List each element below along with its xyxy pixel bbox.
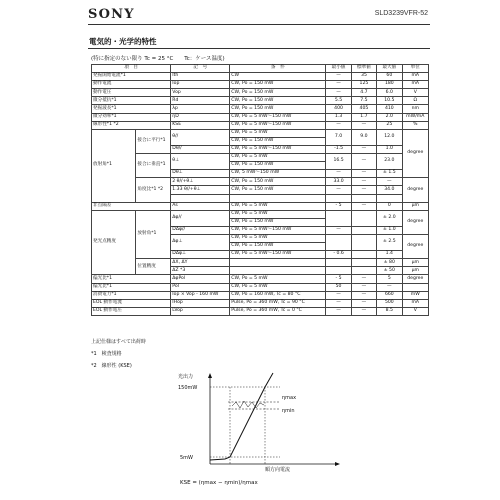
table-row: 発振開始電流*1 Ith CW — 35 60 mA [92,73,429,81]
emission-accuracy-label: 発光点精度 [92,210,136,275]
header-rule [88,24,430,25]
li-curve [210,373,273,460]
aspect-ratio-label: 角度比*1 *2 [136,178,171,202]
header-condition: 条 件 [230,65,326,73]
table-row: 放射角*1 接合に平行*1 θ// CW, Po = 5 mW 7.0 9.0 12.0 degree [92,129,429,137]
table-row: 消費電力*1 Iop × Vop - 160 mW CW, Po = 160 mW, Tc = 80 °C — — 660 mW [92,291,429,299]
table-row: ΔZ *3 ± 50 μm [92,267,429,275]
table-row: 位置精度 ΔX, ΔY ± 80 μm [92,259,429,267]
note-1: *1 検査規格 [91,351,122,357]
table-row: Dθ⊥ CW, 5 mW〜150 mW — — ± 1.5 [92,170,429,178]
header-min: 最小値 [326,65,351,73]
table-row: DΔφ// CW, Po = 5 mW〜150 mW — ± 1.0 [92,226,429,234]
sony-logo: SONY [88,7,135,22]
y-150mw-label: 150mW [178,385,198,391]
table-row: Δφ⊥ CW, Po = 5 mW ± 2.5 degree [92,234,429,242]
document-number: SLD3239VFR-52 [374,10,428,17]
note-2: *2 線形性 (KSE) [91,363,132,369]
x-axis-label: 順方向電流 [265,467,291,472]
table-row: 発振波長*1 λp CW, Po = 150 mW 400 405 410 nm [92,105,429,113]
kse-formula: KSE = (ηmax − ηmin)/ηmax [180,480,258,486]
table-row: 接合に垂直*1 θ⊥ CW, Po = 5 mW 16.5 — 23.0 [92,154,429,162]
y-arrow-icon [208,373,212,378]
y-5mw-label: 5mW [180,455,193,461]
table-row: 偏光比*1 ΔφPol CW, Po = 5 mW - 5 — 5 degree [92,275,429,283]
kse-diagram [170,372,350,472]
table-row: 線形性*1 *2 KSE CW, Po = 5 mW〜150 mW — — 25 % [92,121,429,129]
table-row: 動作電圧 Vop CW, Po = 150 mW — 4.7 6.0 V [92,89,429,97]
header-max: 最大値 [377,65,402,73]
table-row: 1.33 θ//+θ⊥ CW, Po = 150 mW — — 34.0 [92,186,429,194]
table-row: EOL 動作電流 IHop Pulse, Po = 360 mW, Tc = 90 °C — — 500 mA [92,299,429,307]
table-row: 微分抵抗*1 Rd CW, Po = 150 mW 5.5 7.5 10.5 Ω [92,97,429,105]
eta-min-label: ηmin [282,408,295,414]
table-row: CW, Po = 150 mW [92,243,429,251]
table-row: Dθ// CW, Po = 5 mW〜150 mW -1.5 — 1.0 [92,145,429,153]
table-row: 偏光比*1 Pol CW, Po = 5 mW 50 — — [92,283,429,291]
header-symbol: 記 号 [171,65,230,73]
table-row: 角度比*1 *2 2 θ//+θ⊥ CW, Po = 150 mW 33.0 — — degree [92,178,429,186]
header-unit: 単位 [402,65,428,73]
table-row: 微分効率*1 ηD CW, Po = 5 mW〜150 mW 1.3 1.7 2.0 mW/mA [92,113,429,121]
table-row: CW, Po = 150 mW [92,137,429,145]
eta-max-label: ηmax [282,395,297,401]
perpendicular-label: 接合に垂直*1 [136,154,171,178]
table-row: 発光点精度 放射角*1 Δφ// CW, Po = 5 mW ± 2.0 degree [92,210,429,218]
table-row: CW, Po = 150 mW [92,162,429,170]
table-row: 非点隔差 As CW, Po = 5 mW - 5 — 0 μm [92,202,429,210]
table-row: EOL 動作電圧 LVop Pulse, Po = 360 mW, Tc = 0 °C — — 8.5 V [92,307,429,315]
y-axis-label: 光出力 [178,374,194,380]
section-title: 電気的・光学的特性 [89,37,157,46]
x-arrow-icon [335,462,340,466]
parallel-label: 接合に平行*1 [136,129,171,153]
table-header-row [92,65,429,73]
table-row: CW, Po = 150 mW [92,218,429,226]
spec-table [91,64,429,316]
table-row: 動作電流 Iop CW, Po = 150 mW — 125 180 mA [92,81,429,89]
header-item: 項 目 [92,65,171,73]
table-row: DΔφ⊥ CW, Po = 5 mW〜150 mW - 0.6 1.4 [92,251,429,259]
title-rule [88,48,430,49]
header-typ: 標準値 [351,65,376,73]
test-conditions: (特に指定のない限り Tc = 25 °C Tc：ケース温度) [91,56,225,62]
note-general: 上記仕様はすべて出荷時 [91,339,146,345]
beam-angle-label: 放射角*1 [92,129,136,202]
